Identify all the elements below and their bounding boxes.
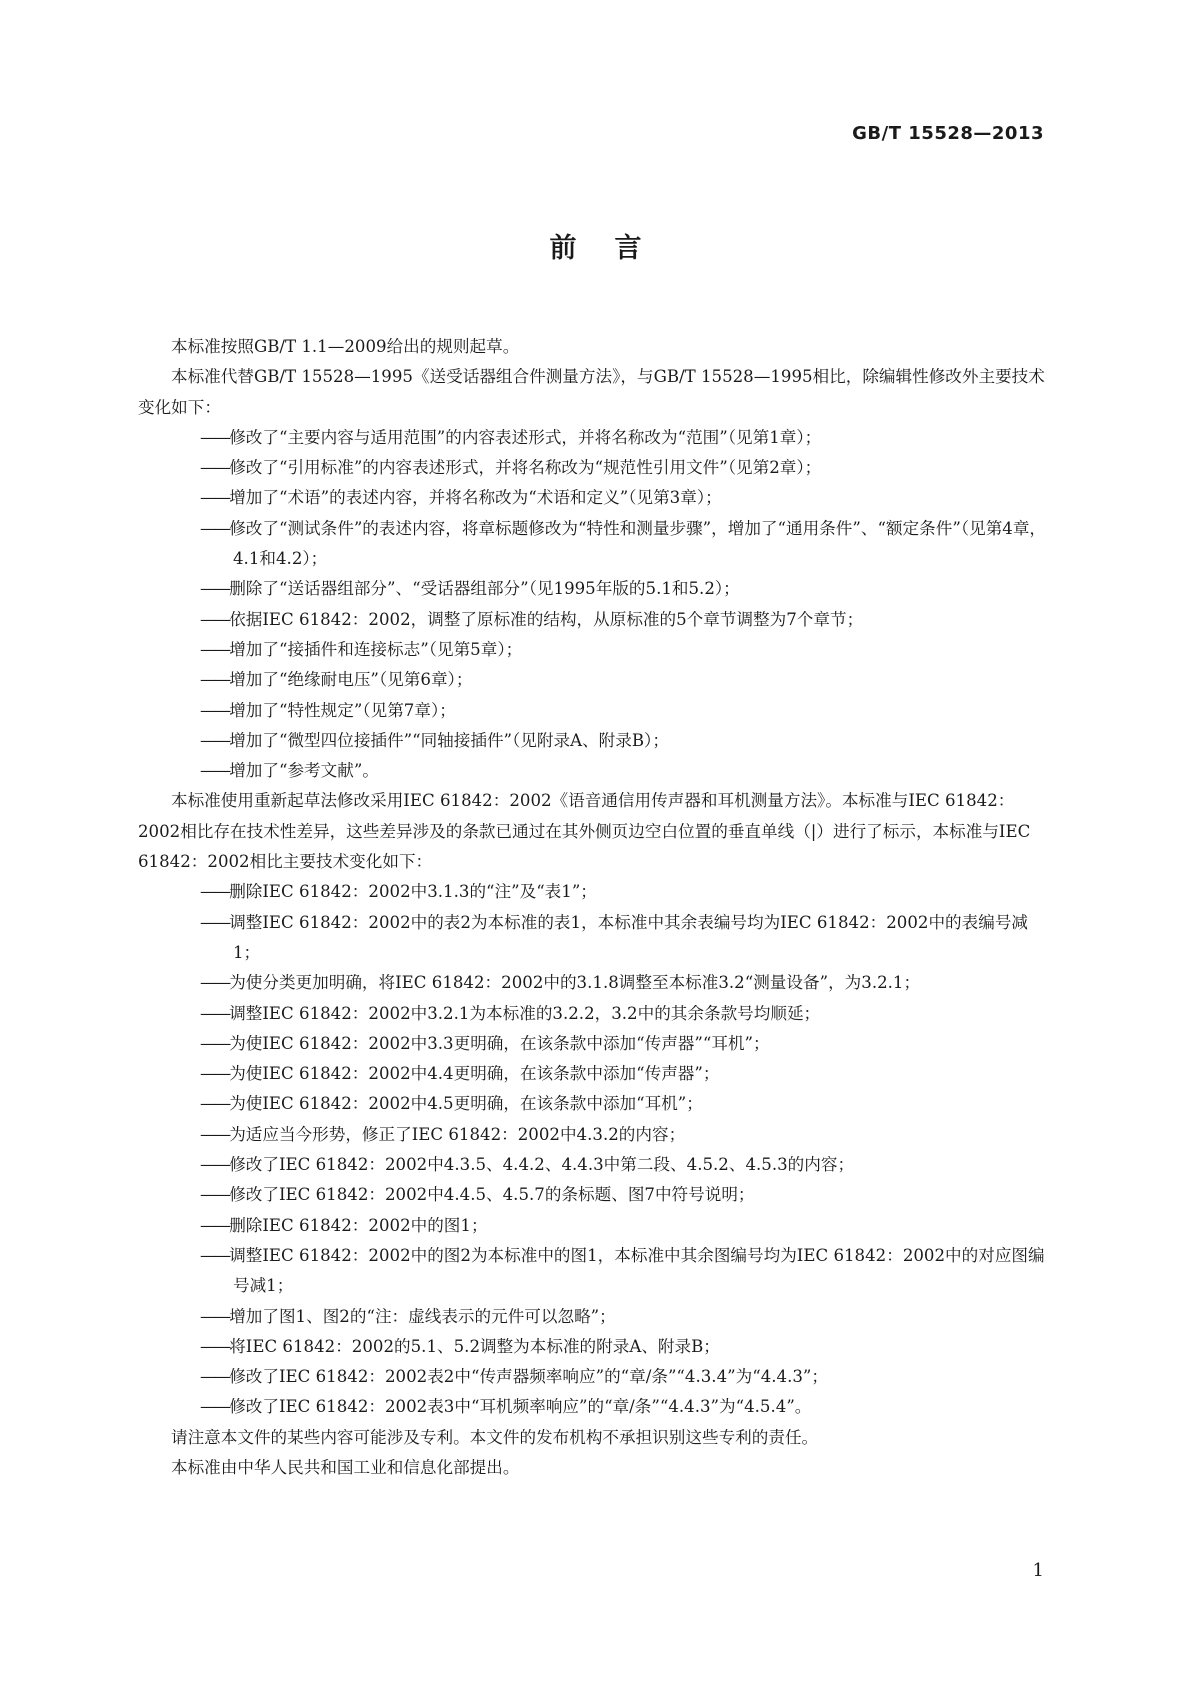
list-item bbox=[171, 483, 1053, 513]
dash-mark: —— bbox=[200, 1124, 230, 1144]
dash-mark: —— bbox=[200, 518, 230, 538]
list-item bbox=[171, 574, 1053, 604]
changes-1995-list bbox=[138, 423, 1053, 787]
list-item-text: 增加了“参考文献”。 bbox=[229, 761, 379, 781]
document-code: GB/T 15528—2013 bbox=[852, 123, 1044, 144]
list-item bbox=[171, 1211, 1053, 1241]
list-item-text: 调整IEC 61842：2002中3.2.1为本标准的3.2.2，3.2中的其余条款号均顺延； bbox=[229, 1003, 821, 1023]
list-item-text: 修改了IEC 61842：2002表2中“传声器频率响应”的“章/条”“4.3.4”为“4.4.3”； bbox=[229, 1367, 828, 1387]
list-item bbox=[171, 877, 1053, 907]
list-item bbox=[171, 514, 1053, 575]
list-item-text: 为使IEC 61842：2002中4.5更明确，在该条款中添加“耳机”； bbox=[229, 1094, 703, 1114]
dash-mark: —— bbox=[200, 761, 230, 781]
dash-mark: —— bbox=[200, 1245, 230, 1265]
dash-mark: —— bbox=[200, 1306, 230, 1326]
list-item bbox=[171, 726, 1053, 756]
dash-mark: —— bbox=[200, 973, 230, 993]
list-item-text: 删除了“送话器组部分”、“受话器组部分”（见1995年版的5.1和5.2）； bbox=[229, 579, 740, 599]
paragraph-patent-notice: 请注意本文件的某些内容可能涉及专利。本文件的发布机构不承担识别这些专利的责任。 bbox=[171, 1427, 819, 1447]
changes-iec-list bbox=[138, 877, 1053, 1422]
dash-mark: —— bbox=[200, 609, 230, 629]
list-item-text: 为使IEC 61842：2002中4.4更明确，在该条款中添加“传声器”； bbox=[229, 1064, 720, 1084]
dash-mark: —— bbox=[200, 639, 230, 659]
paragraph-drafting-rules: 本标准按照GB/T 1.1—2009给出的规则起草。 bbox=[171, 337, 520, 356]
paragraph-iec-adoption: 本标准使用重新起草法修改采用IEC 61842：2002《语音通信用传声器和耳机测量方法》。本标准与IEC 61842：2002相比存在技术性差异，这些差异涉及的条款已通过在其外侧页边空白位置的垂直单线（|）进行了标示，本标准与IEC 61842：2002相比主要技术变化如下： bbox=[138, 791, 1031, 872]
list-item-text: 增加了“接插件和连接标志”（见第5章）； bbox=[229, 639, 523, 659]
list-item bbox=[171, 665, 1053, 695]
list-item bbox=[171, 1302, 1053, 1332]
dash-mark: —— bbox=[200, 1397, 230, 1417]
list-item bbox=[171, 453, 1053, 483]
list-item-text: 增加了“术语”的表述内容，并将名称改为“术语和定义”（见第3章）； bbox=[229, 488, 722, 508]
dash-mark: —— bbox=[200, 882, 230, 902]
dash-mark: —— bbox=[200, 1336, 230, 1356]
foreword-body bbox=[138, 332, 1053, 1483]
list-item bbox=[171, 1120, 1053, 1150]
dash-mark: —— bbox=[200, 1155, 230, 1175]
dash-mark: —— bbox=[200, 670, 230, 690]
list-item-text: 增加了“微型四位接插件”“同轴接插件”（见附录A、附录B）； bbox=[229, 730, 669, 750]
list-item bbox=[171, 1241, 1053, 1302]
list-item bbox=[171, 1059, 1053, 1089]
list-item bbox=[171, 1029, 1053, 1059]
dash-mark: —— bbox=[200, 458, 230, 478]
list-item-text: 为使IEC 61842：2002中3.3更明确，在该条款中添加“传声器”“耳机”； bbox=[229, 1033, 770, 1053]
dash-mark: —— bbox=[200, 1215, 230, 1235]
page-title: 前言 bbox=[549, 233, 680, 264]
list-item-text: 为适应当今形势，修正了IEC 61842：2002中4.3.2的内容； bbox=[229, 1124, 686, 1144]
dash-mark: —— bbox=[200, 579, 230, 599]
dash-mark: —— bbox=[200, 730, 230, 750]
list-item-text: 修改了“引用标准”的内容表述形式，并将名称改为“规范性引用文件”（见第2章）； bbox=[229, 458, 822, 478]
list-item-text: 依据IEC 61842：2002，调整了原标准的结构，从原标准的5个章节调整为7个章节； bbox=[229, 609, 864, 629]
list-item-text: 调整IEC 61842：2002中的表2为本标准的表1，本标准中其余表编号均为IEC 61842：2002中的表编号减1； bbox=[229, 912, 1029, 962]
list-item bbox=[171, 635, 1053, 665]
dash-mark: —— bbox=[200, 912, 230, 932]
list-item bbox=[171, 1089, 1053, 1119]
list-item bbox=[171, 968, 1053, 998]
list-item bbox=[171, 1362, 1053, 1392]
list-item-text: 修改了IEC 61842：2002中4.3.5、4.4.2、4.4.3中第二段、4.5.2、4.5.3的内容； bbox=[229, 1155, 855, 1175]
dash-mark: —— bbox=[200, 700, 230, 720]
list-item-text: 修改了IEC 61842：2002表3中“耳机频率响应”的“章/条”“4.4.3”为“4.5.4”。 bbox=[229, 1397, 812, 1417]
dash-mark: —— bbox=[200, 427, 230, 447]
list-item bbox=[171, 423, 1053, 453]
dash-mark: —— bbox=[200, 1064, 230, 1084]
dash-mark: —— bbox=[200, 1367, 230, 1387]
list-item-text: 增加了“特性规定”（见第7章）； bbox=[229, 700, 456, 720]
list-item bbox=[171, 1392, 1053, 1422]
list-item bbox=[171, 696, 1053, 726]
dash-mark: —— bbox=[200, 1094, 230, 1114]
list-item-text: 修改了“测试条件”的表述内容，将章标题修改为“特性和测量步骤”，增加了“通用条件”、“额定条件”（见第4章，4.1和4.2）； bbox=[229, 518, 1047, 569]
list-item bbox=[171, 756, 1053, 786]
list-item-text: 修改了“主要内容与适用范围”的内容表述形式，并将名称改为“范围”（见第1章）； bbox=[229, 427, 822, 447]
list-item bbox=[171, 908, 1053, 969]
list-item-text: 为使分类更加明确，将IEC 61842：2002中的3.1.8调整至本标准3.2“测量设备”，为3.2.1； bbox=[229, 973, 921, 993]
paragraph-replacement: 本标准代替GB/T 15528—1995《送受话器组合件测量方法》，与GB/T 15528—1995相比，除编辑性修改外主要技术变化如下： bbox=[138, 367, 1045, 417]
list-item-text: 调整IEC 61842：2002中的图2为本标准中的图1，本标准中其余图编号均为IEC 61842：2002中的对应图编号减1； bbox=[229, 1245, 1045, 1296]
list-item bbox=[171, 605, 1053, 635]
list-item-text: 增加了“绝缘耐电压”（见第6章）； bbox=[229, 670, 473, 690]
list-item-text: 增加了图1、图2的“注：虚线表示的元件可以忽略”； bbox=[229, 1306, 616, 1326]
list-item bbox=[171, 999, 1053, 1029]
page-number: 1 bbox=[1032, 1560, 1044, 1581]
list-item-text: 删除IEC 61842：2002中3.1.3的“注”及“表1”； bbox=[229, 882, 597, 902]
list-item-text: 修改了IEC 61842：2002中4.4.5、4.5.7的条标题、图7中符号说明； bbox=[229, 1185, 755, 1205]
dash-mark: —— bbox=[200, 1003, 230, 1023]
paragraph-proposer: 本标准由中华人民共和国工业和信息化部提出。 bbox=[171, 1457, 520, 1477]
list-item bbox=[171, 1180, 1053, 1210]
list-item bbox=[171, 1332, 1053, 1362]
list-item bbox=[171, 1150, 1053, 1180]
dash-mark: —— bbox=[200, 1185, 230, 1205]
list-item-text: 将IEC 61842：2002的5.1、5.2调整为本标准的附录A、附录B； bbox=[229, 1336, 720, 1356]
list-item-text: 删除IEC 61842：2002中的图1； bbox=[229, 1215, 488, 1235]
dash-mark: —— bbox=[200, 488, 230, 508]
dash-mark: —— bbox=[200, 1033, 230, 1053]
